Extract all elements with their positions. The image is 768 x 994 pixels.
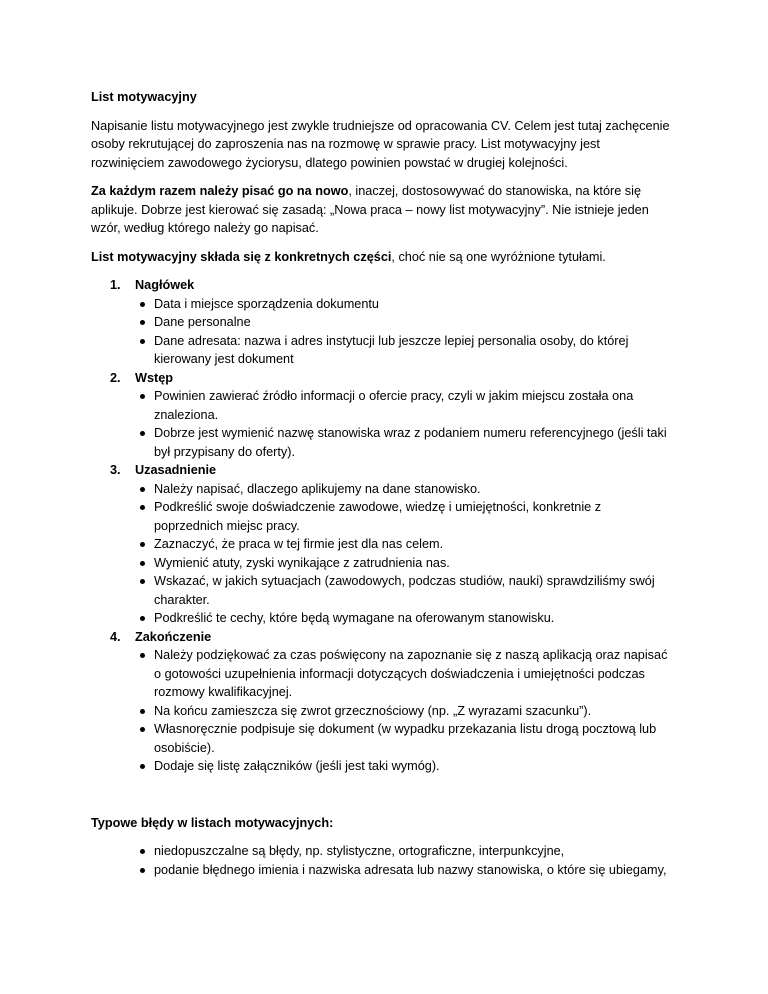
list-item-text: Należy podziękować za czas poświęcony na zapoznanie się z naszą aplikacją oraz napisać o gotowości uzupełnienia informacji dotyczących doświadczenia i umiejętności podczas rozmowy kwalifikacyjnej. <box>154 648 668 699</box>
rewrite-paragraph-rest: , inaczej, dostosowywać do stanowiska, na które się aplikuje. Dobrze jest kierować się zasadą: „Nowa praca – nowy list motywacyjny”. Nie istnieje jeden wzór, według którego należy go napisać. <box>91 184 649 235</box>
section-item <box>91 369 672 462</box>
section-title: Wstęp <box>135 370 174 385</box>
list-item-text: Dodaje się listę załączników (jeśli jest taki wymóg). <box>154 759 440 773</box>
bullet-icon <box>140 764 145 769</box>
section-title: Zakończenie <box>135 629 212 644</box>
list-item <box>135 646 672 702</box>
bullet-icon <box>140 394 145 399</box>
list-item-text: Dane adresata: nazwa i adres instytucji lub jeszcze lepiej personalia osoby, do której kierowany jest dokument <box>154 333 629 366</box>
bullet-icon <box>140 653 145 658</box>
list-item-text: niedopuszczalne są błędy, np. stylistyczne, ortograficzne, interpunkcyjne, <box>154 844 565 858</box>
section-number: 2. <box>110 370 121 385</box>
list-item-text: Własnoręcznie podpisuje się dokument (w wypadku przekazania listu drogą pocztową lub osobiście). <box>154 722 657 755</box>
bullet-icon <box>140 727 145 732</box>
structure-paragraph <box>91 248 672 267</box>
list-item <box>135 313 672 332</box>
list-item <box>135 480 672 499</box>
list-item-text: Wymienić atuty, zyski wynikające z zatrudnienia nas. <box>154 555 450 570</box>
bullet-icon <box>140 339 145 344</box>
list-item <box>135 554 672 573</box>
section-bullets <box>135 646 672 776</box>
list-item <box>135 498 672 535</box>
list-item-text: Dane personalne <box>154 315 251 329</box>
bullet-icon <box>140 561 145 566</box>
section-item <box>91 628 672 776</box>
list-item <box>135 842 672 861</box>
list-item-text: podanie błędnego imienia i nazwiska adresata lub nazwy stanowiska, o które się ubiegamy, <box>154 862 667 877</box>
list-item-text: Data i miejsce sporządzenia dokumentu <box>154 296 379 311</box>
list-item <box>135 535 672 554</box>
rewrite-paragraph-bold: Za każdym razem należy pisać go na nowo <box>91 184 349 198</box>
section-bullets <box>135 480 672 628</box>
list-item-text: Podkreślić te cechy, które będą wymagane na oferowanym stanowisku. <box>154 611 555 625</box>
list-item <box>135 720 672 757</box>
list-item <box>135 572 672 609</box>
bullet-icon <box>140 849 145 854</box>
section-bullets <box>135 387 672 461</box>
bullet-icon <box>140 302 145 307</box>
bullet-icon <box>140 320 145 325</box>
errors-heading: Typowe błędy w listach motywacyjnych: <box>91 815 334 830</box>
intro-paragraph: Napisanie listu motywacyjnego jest zwykle trudniejsze od opracowania CV. Celem jest tutaj zachęcenie osoby rekrutującej do zaproszenia nas na rozmowę w sprawie pracy. List motywacyjny jest rozwinięciem zawodowego życiorysu, dlatego powinien powstać w drugiej kolejności. <box>91 118 670 170</box>
bullet-icon <box>140 505 145 510</box>
list-item <box>135 609 672 628</box>
list-item-text: Dobrze jest wymienić nazwę stanowiska wraz z podaniem numeru referencyjnego (jeśli taki był przypisany do oferty). <box>154 426 667 459</box>
list-item <box>135 424 672 461</box>
structure-paragraph-rest: , choć nie są one wyróżnione tytułami. <box>391 249 606 264</box>
list-item <box>135 757 672 776</box>
list-item-text: Podkreślić swoje doświadczenie zawodowe, wiedzę i umiejętności, konkretnie z poprzednich miejsc pracy. <box>154 500 602 533</box>
bullet-icon <box>140 487 145 492</box>
bullet-icon <box>140 431 145 436</box>
bullet-icon <box>140 709 145 714</box>
section-title: Nagłówek <box>135 278 195 292</box>
document-title: List motywacyjny <box>91 90 197 104</box>
section-number: 4. <box>110 629 121 644</box>
section-item <box>91 276 672 369</box>
section-number: 3. <box>110 463 121 477</box>
section-item <box>91 461 672 628</box>
errors-list <box>91 842 672 879</box>
section-title: Uzasadnienie <box>135 463 217 477</box>
bullet-icon <box>140 579 145 584</box>
section-bullets <box>135 295 672 369</box>
section-number: 1. <box>110 278 121 292</box>
rewrite-paragraph <box>91 182 672 238</box>
bullet-icon <box>140 542 145 547</box>
list-item <box>135 702 672 721</box>
list-item-text: Na końcu zamieszcza się zwrot grzecznościowy (np. „Z wyrazami szacunku”). <box>154 703 592 718</box>
structure-paragraph-bold: List motywacyjny składa się z konkretnych części <box>91 249 392 264</box>
list-item-text: Zaznaczyć, że praca w tej firmie jest dla nas celem. <box>154 537 444 551</box>
bullet-icon <box>140 616 145 621</box>
list-item <box>135 387 672 424</box>
list-item <box>135 295 672 314</box>
list-item-text: Powinien zawierać źródło informacji o ofercie pracy, czyli w jakim miejscu została ona znaleziona. <box>154 389 634 422</box>
list-item-text: Wskazać, w jakich sytuacjach (zawodowych, podczas studiów, nauki) sprawdziliśmy swój charakter. <box>154 574 655 607</box>
list-item <box>135 861 672 880</box>
list-item <box>135 332 672 369</box>
list-item-text: Należy napisać, dlaczego aplikujemy na dane stanowisko. <box>154 481 481 496</box>
sections-list <box>91 276 672 776</box>
bullet-icon <box>140 868 145 873</box>
